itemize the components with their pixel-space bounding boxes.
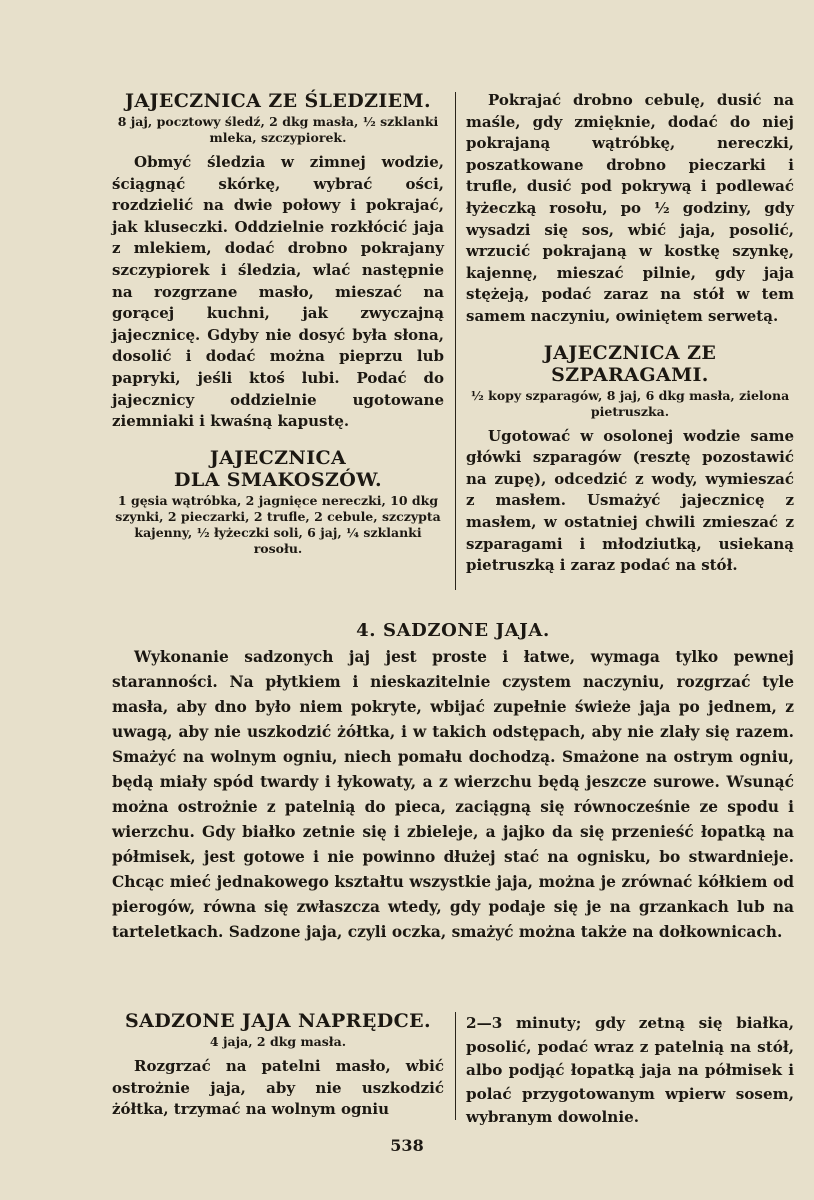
column-divider-bottom: [455, 1012, 456, 1120]
recipe-text-szparagi: Ugotować w osolonej wodzie same główki szparagów (resztę pozostawić na zupę), odcedzić z wody, wymieszać z masłem. Usmażyć jajecznicę z masłem, w ostatniej chwili zmieszać z szparagami i młodziutką, usiekaną pietruszką i zaraz podać na stół.: [466, 426, 794, 575]
recipe-title-smakosze-line2: DLA SMAKOSZÓW.: [174, 468, 382, 491]
recipe-title-sledz: JAJECZNICA ZE ŚLEDZIEM.: [124, 90, 432, 112]
section-body: [112, 645, 794, 945]
recipe-text-smakosze: Pokrajać drobno cebulę, dusić na maśle, gdy zmięknie, dodać do niej pokrajaną wątróbkę, nereczki, poszatkowane drobno pieczarki i trufle, dusić pod pokrywą i podlewać łyżeczką rosołu, po ½ godziny, gdy wysadzi się sos, wbić jaja, posolić, wrzucić pokrajaną w kostkę szynkę, kajennę, mieszać pilnie, gdy jaja stężeją, podać zaraz na stół w tem samem naczyniu, owiniętem serwetą.: [466, 91, 794, 325]
page-number: 538: [390, 1136, 424, 1155]
left-column-top: [112, 90, 444, 563]
right-column-top: [466, 90, 794, 577]
section-text: Wykonanie sadzonych jaj jest proste i łatwe, wymaga tylko pewnej staranności. Na płytkiem i nieskazitelnie czystem naczyniu, rozgrzać tyle masła, aby dno było niem pokryte, wbijać zupełnie świeże jaja po jednem, z uwagą, aby nie uszkodzić żółtka, i w takich odstępach, aby nie zlały się razem. Smażyć na wolnym ogniu, niech pomału dochodzą. Smażone na ostrym ogniu, będą miały spód twardy i łykowaty, a z wierzchu będą jeszcze surowe. Wsunąć można ostrożnie z patelnią do pieca, zaciągną się równocześnie ze spodu i wierzchu. Gdy białko zetnie się i zbieleje, a jajko da się przenieść łopatką na półmisek, jest gotowe i nie powinno dłużej stać na ognisku, bo stwardnieje. Chcąc mieć jednakowego kształtu wszystkie jaja, można je zrównać kółkiem od pierogów, równa się zwłaszcza wtedy, gdy podaje się je na grzankach lub na tarteletkach. Sadzone jaja, czyli oczka, smażyć można także na dołkownicach.: [112, 648, 794, 941]
recipe-text-sledz: Obmyć śledzia w zimnej wodzie, ściągnąć skórkę, wybrać ości, rozdzielić na dwie połowy i pokrajać, jak kluseczki. Oddzielnie rozkłócić jaja z mlekiem, dodać drobno pokrajany szczypiorek i śledzia, wlać następnie na rozgrzane masło, mieszać na gorącej kuchni, jak zwyczajną jajecznicę. Gdyby nie dosyć była słona, dosolić i dodać można pieprzu lub papryki, jeśli ktoś lubi. Podać do jajecznicy oddzielnie ugotowane ziemniaki i kwaśną kapustę.: [112, 153, 444, 431]
recipe-title-szparagi: JAJECZNICA ZE SZPARAGAMI.: [543, 341, 717, 386]
recipe-text-naprede-part2: 2—3 minuty; gdy zetną się białka, posolić, podać wraz z patelnią na stół, albo podjąć łopatką jaja na półmisek i polać przygotowanym wpierw sosem, wybranym dowolnie.: [466, 1014, 794, 1126]
recipe-title-smakosze-line1: JAJECZNICA: [209, 446, 347, 469]
right-column-bottom: [466, 1012, 794, 1130]
section-title: 4. SADZONE JAJA.: [356, 620, 550, 641]
recipe-ingredients-naprede: 4 jaja, 2 dkg masła.: [209, 1034, 347, 1049]
left-column-bottom: [112, 1010, 444, 1121]
column-divider-top: [455, 92, 456, 590]
recipe-title-naprede: SADZONE JAJA NAPRĘDCE.: [124, 1010, 432, 1032]
recipe-ingredients-sledz: 8 jaj, pocztowy śledź, 2 dkg masła, ½ szklanki mleka, szczypiorek.: [117, 114, 439, 145]
recipe-ingredients-szparagi: ½ kopy szparagów, 8 jaj, 6 dkg masła, zielona pietruszka.: [470, 387, 790, 419]
recipe-text-naprede-part1: Rozgrzać na patelni masło, wbić ostrożnie jaja, aby nie uszkodzić żółtka, trzymać na wolnym ogniu: [112, 1057, 444, 1119]
recipe-ingredients-smakosze: 1 gęsia wątróbka, 2 jagnięce nereczki, 10 dkg szynki, 2 pieczarki, 2 trufle, 2 cebule, szczypta kajenny, ½ łyżeczki soli, 6 jaj, ¼ szklanki rosołu.: [115, 492, 441, 556]
